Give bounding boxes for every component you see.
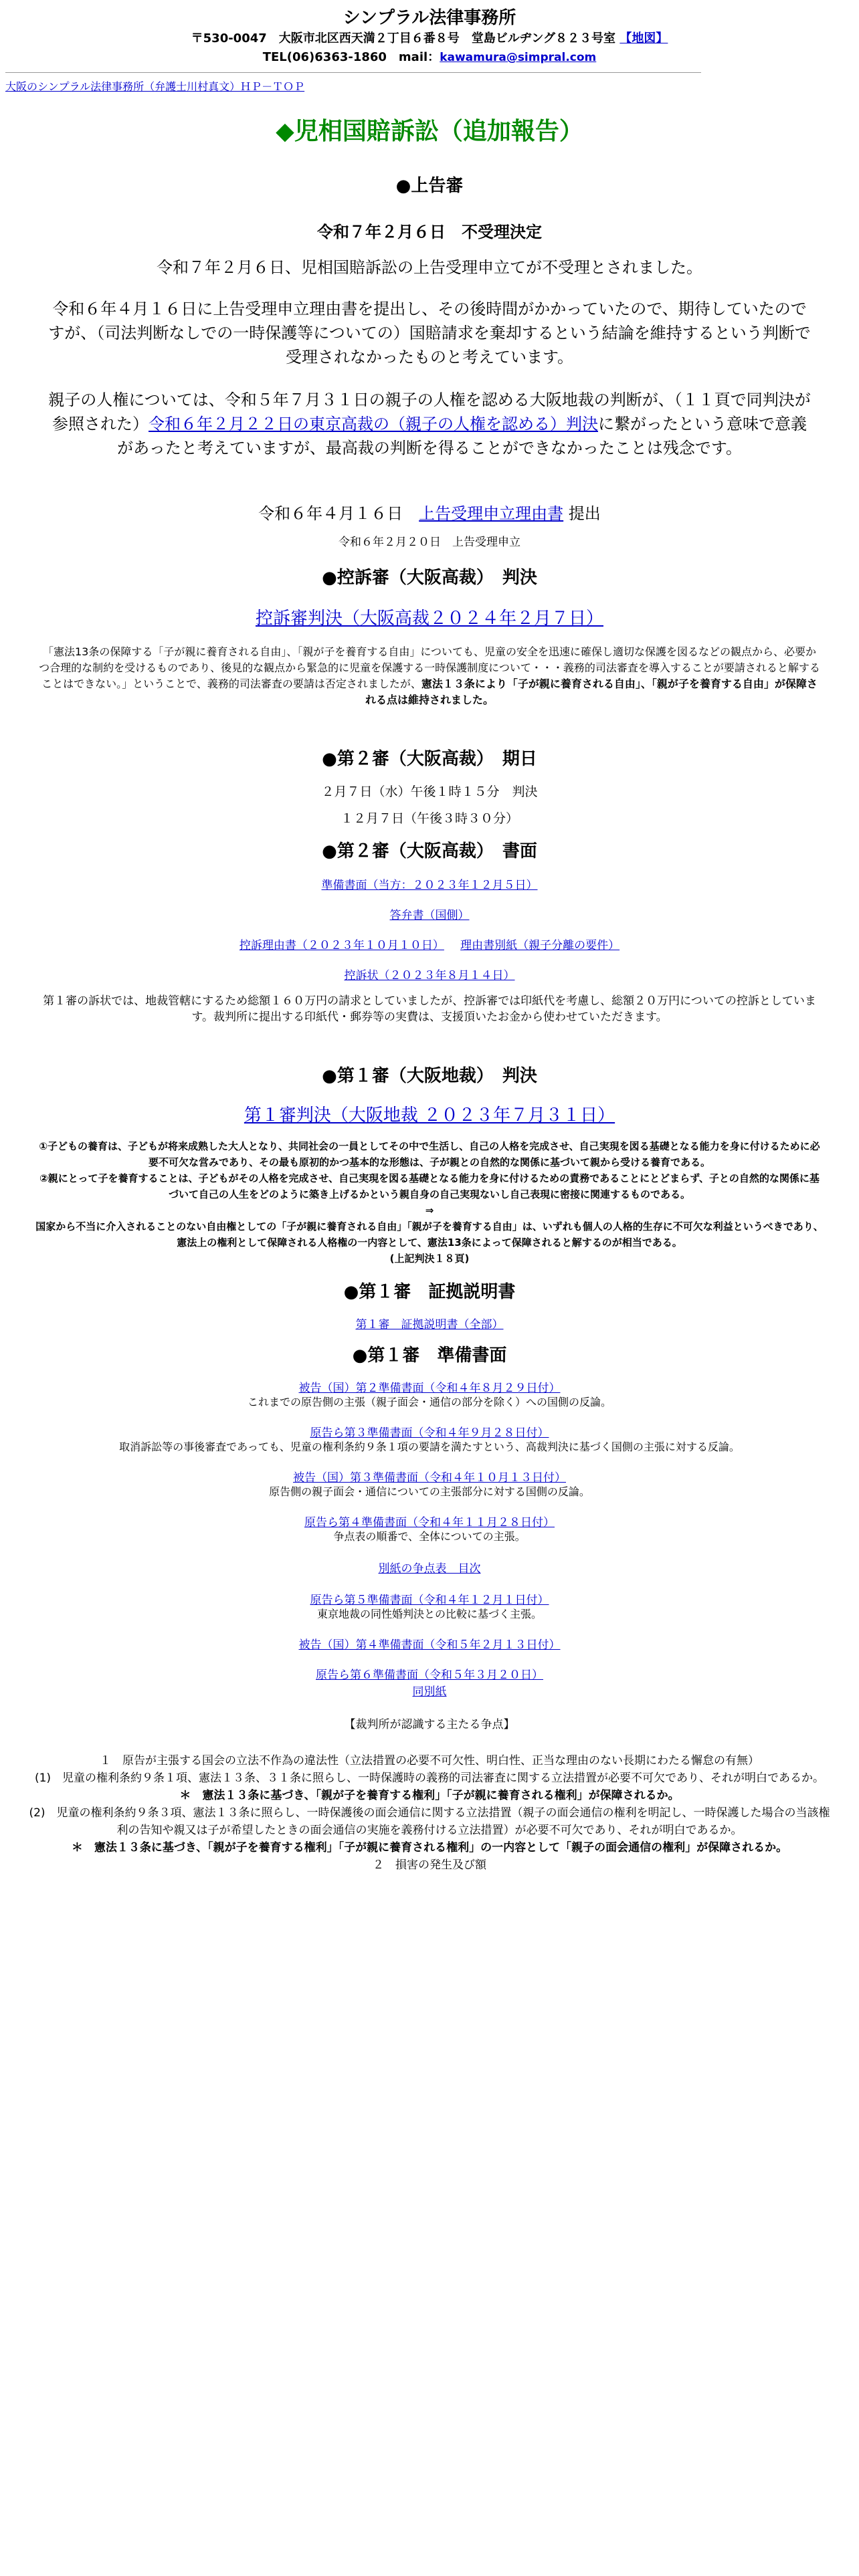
koso-heading: ●控訴審（大阪高裁） 判決 [322,568,537,588]
appeal-p3-before: 親子の人権については、令和５年７月３１日の親子の人権を認める大阪地裁の判断が、（１１頁で同判決が参照された） [48,391,811,433]
evidence-link[interactable]: 第１審 証拠説明書（全部） [355,1318,504,1331]
top-page-link[interactable]: 大阪のシンプラル法律事務所（弁護士川村真文）ＨＰ－ＴＯＰ [5,80,305,93]
koso-judgment-link[interactable]: 控訴審判決（大阪高裁２０２４年２月７日） [255,609,603,629]
appeal-paragraph-2: 令和６年４月１６日に上告受理申立理由書を提出し、その後時間がかかっていたので、期待していたのですが、（司法判断なしでの一時保護等についての）国賠請求を棄却するという結論を維持するという判断で受理されなかったものと考えています。 [48,300,811,366]
appeal-paragraph-3 [45,388,814,460]
prep-heading: ●第１審 準備書面 [352,1346,507,1366]
prep-item-link[interactable]: 原告ら第４準備書面（令和４年１１月２８日付） [304,1516,555,1529]
mail-link[interactable]: kawamura@simpral.com [440,51,597,64]
appeal-paragraph-1: 令和７年２月６日、児相国賠訴訟の上告受理申立てが不受理とされました。 [157,258,702,277]
prep-item-link[interactable]: 被告（国）第２準備書面（令和４年８月２９日付） [298,1382,561,1395]
map-link[interactable]: 【地図】 [619,31,668,45]
issue-line-1: １ 原告が主張する国会の立法不作為の違法性（立法措置の必要不可欠性、明白性、正当な理由のない長期にわたる懈怠の有無） [100,1754,759,1767]
firm-name: シンプラル法律事務所 [343,8,516,28]
tel-text: TEL(06)6363-1860 mail： [262,50,440,64]
first-para-2: ②親にとって子を養育することは、子どもがその人格を完成させ、自己実現を図る基礎となる能力を身に付けるための責務であることにとどまらず、子との自然的な関係に基づいて自己の人生をどのように築き上げるかという親自身の自己実現ないし自己表現に密接に関連するものである。 [39,1172,820,1200]
issue-line-3: ＊ 憲法１３条に基づき、「親が子を養育する権利」「子が親に養育される権利」が保障されるか。 [179,1789,680,1802]
second-date-heading: ●第２審（大阪高裁） 期日 [322,749,537,769]
prep-item-note: これまでの原告側の主張（親子面会・通信の部分を除く）への国側の反論。 [247,1396,611,1408]
issues-heading: 【裁判所が認識する主たる争点】 [344,1718,515,1731]
first-judgment-link[interactable]: 第１審判決（大阪地裁 ２０２３年７月３１日） [244,1105,615,1125]
first-para-4: (上記判決１８頁) [389,1253,470,1265]
koso-quote [38,644,821,708]
prep-item-link[interactable]: 被告（国）第３準備書面（令和４年１０月１３日付） [293,1471,566,1485]
reason-link[interactable]: 上告受理申立理由書 [419,504,564,523]
prep-item-link[interactable]: 被告（国）第４準備書面（令和５年２月１３日付） [298,1638,561,1652]
second-date-line-1: ２月７日（水）午後１時１５分 判決 [321,784,538,799]
evidence-heading: ●第１審 証拠説明書 [343,1282,516,1302]
answer-brief-link[interactable]: 答弁書（国側） [389,909,470,922]
page-title: ◆児相国賠訴訟（追加報告） [276,118,583,145]
appeal-decision-title: 令和７年２月６日 不受理決定 [317,223,542,241]
firm-contact [78,48,781,67]
header-divider [5,72,701,73]
firm-address [78,29,781,48]
prep-brief-link[interactable]: 準備書面（当方：２０２３年１２月５日） [321,879,538,892]
prep-item-link[interactable]: 原告ら第３準備書面（令和４年９月２８日付） [310,1426,549,1440]
appeal-filed: 令和６年２月２０日 上告受理申立 [339,536,520,549]
appeal-p3-after: に繋がったという意味で意義があったと考えていますが、最高裁の判断を得ることができなかったことは残念です。 [117,415,807,457]
site-header [78,0,781,67]
appeal-reason-link[interactable]: 控訴理由書（２０２３年１０月１０日） [239,939,444,952]
second-date-line-2: １２月７日（午後３時３０分） [340,811,518,826]
issue-line-4: (2) 児童の権利条約９条３項、憲法１３条に照らし、一時保護後の面会通信に関する立法措置（親子の面会通信の権利を明記し、一時保護した場合の当該権利の告知や親又は子が希望したときの面会通信の実施を義務付ける立法措置）が必要不可欠であり、それが明白であるか。 [29,1806,830,1837]
first-heading: ●第１審（大阪地裁） 判決 [322,1066,537,1086]
appeal-petition-link[interactable]: 控訴状（２０２３年８月１４日） [344,969,515,982]
prep-item-link[interactable]: 原告ら第５準備書面（令和４年１２月１日付） [310,1594,549,1607]
prep-appendix-link[interactable]: 同別紙 [412,1685,447,1699]
first-arrow: ⇒ [425,1204,434,1216]
prep-item-note: 取消訴訟等の事後審査であっても、児童の権利条約９条１項の要請を満たすという、高裁判決に基づく国側の主張に対する反論。 [119,1440,740,1453]
prep-item-note: 原告側の親子面会・通信についての主張部分に対する国側の反論。 [269,1485,590,1498]
prep-item-note: 東京地裁の同性婚判決との比較に基づく主張。 [316,1608,542,1620]
first-para-1: ①子どもの養育は、子どもが将来成熟した大人となり、共同社会の一員としてその中で生活し、自己の人格を完成させ、自己実現を図る基礎となる能力を身に付けるために必要不可欠な営みであり、その最も原初的かつ基本的な形態は、子が親との自然的な関係に基づいて親から受ける養育である。 [39,1140,820,1168]
koso-quote-text: 「憲法13条の保障する「子が親に養育される自由」、「親が子を養育する自由」についても、児童の安全を迅速に確保し適切な保護を図るなどの観点から、必要かつ合理的な制約を受けるものであり、後見的な観点から緊急的に児童を保護する一時保護制度について・・・義務的司法審査を導入することが要請されると解することはできない。」ということで、義務的司法審査の要請は否定されましたが、 [39,645,820,690]
tokyo-high-court-link[interactable]: 令和６年２月２２日の東京高裁の（親子の人権を認める）判決 [149,415,598,433]
prep-item-note: 争点表の順番で、全体についての主張。 [333,1530,526,1543]
reason-line [0,503,859,524]
second-docs-note: 第１審の訴状では、地裁管轄にするため総額１６０万円の請求としていましたが、控訴審では印紙代を考慮し、総額２０万円についての控訴としています。裁判所に提出する印紙代・郵券等の実費は、支援頂いたお金から使わせていただきます。 [43,994,816,1024]
appeal-reason-appendix-link[interactable]: 理由書別紙（親子分離の要件） [460,939,620,952]
koso-quote-bold: 憲法１３条により「子が親に養育される自由」、「親が子を養育する自由」が保障される点は維持されました。 [365,677,818,706]
first-para-3: 国家から不当に介入されることのない自由権としての「子が親に養育される自由」「親が子を養育する自由」は、いずれも個人の人格的生存に不可欠な利益というべきであり、憲法上の権利として保障される人格権の一内容として、憲法13条によって保障されると解するのが相当である。 [35,1220,824,1249]
issue-line-2: (1) 児童の権利条約９条１項、憲法１３条、３１条に照らし、一時保護時の義務的司法審査に関する立法措置が必要不可欠であり、それが明白であるか。 [34,1772,825,1785]
appeal-heading: ●上告審 [395,176,464,196]
second-docs-heading: ●第２審（大阪高裁） 書面 [322,841,537,861]
reason-suffix: 提出 [563,504,601,523]
prep-item-link[interactable]: 原告ら第６準備書面（令和５年３月２０日） [316,1669,543,1682]
issue-line-6: ２ 損害の発生及び額 [373,1858,486,1872]
prep-item-link[interactable]: 別紙の争点表 目次 [378,1562,481,1576]
issue-line-5: ＊ 憲法１３条に基づき、「親が子を養育する権利」「子が親に養育される権利」の一内容として「親子の面会通信の権利」が保障されるか。 [71,1841,788,1854]
address-text: 〒530-0047 大阪市北区西天満２丁目６番８号 堂島ビルヂング８２３号室 [191,31,616,45]
reason-prefix: 令和６年４月１６日 [258,504,419,523]
